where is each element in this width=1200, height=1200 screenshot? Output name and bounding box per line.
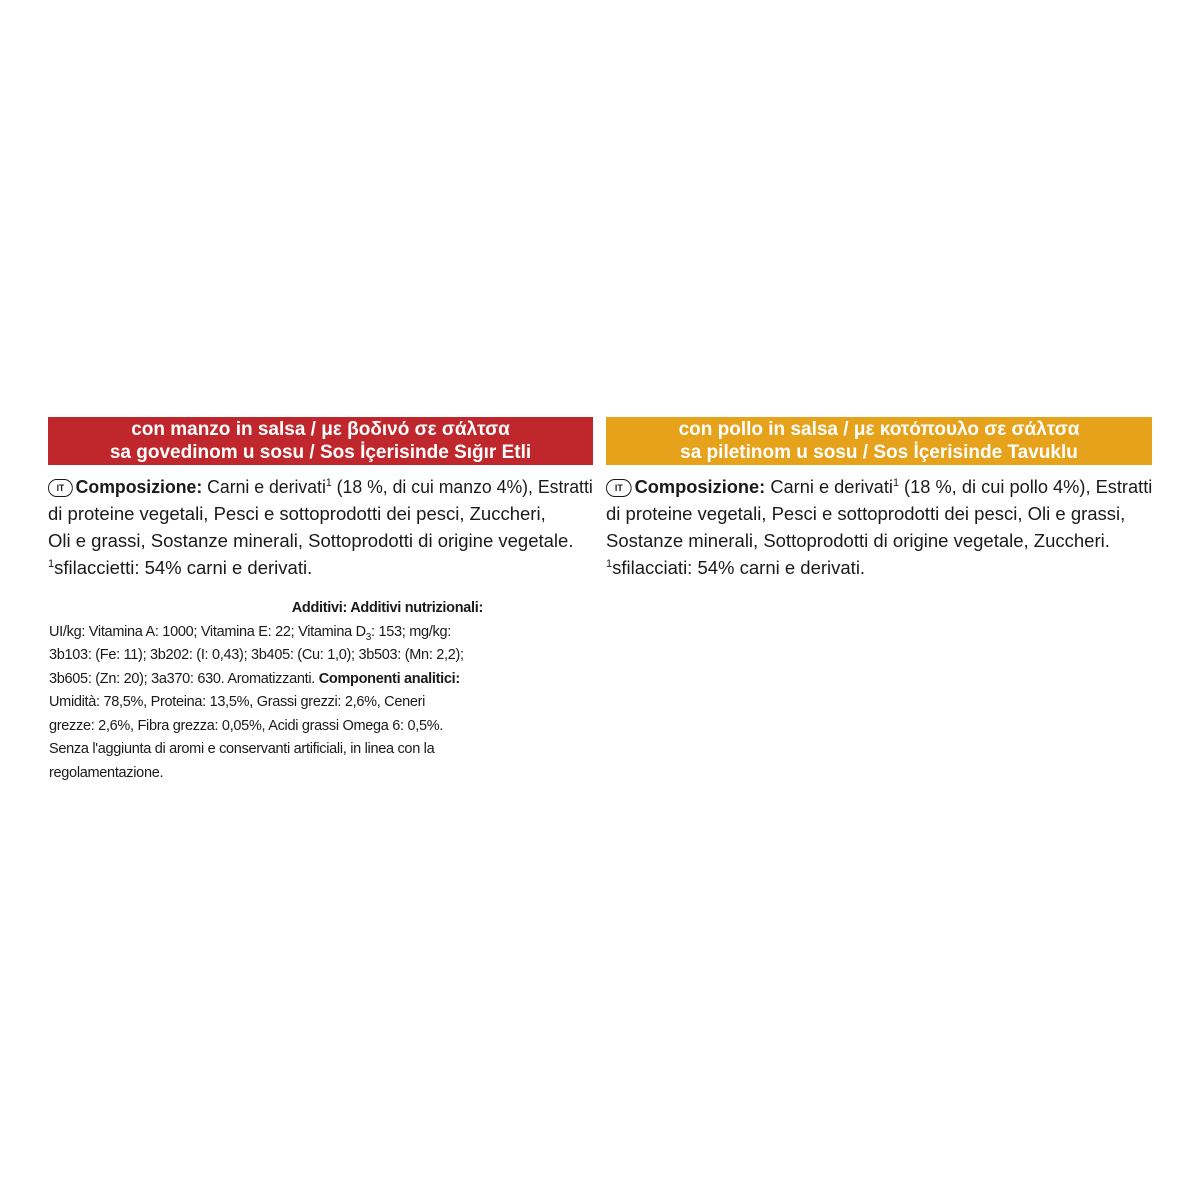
additives-block — [49, 597, 489, 785]
chicken-comp-l3: Sostanze minerali, Sottoprodotti di origine vegetale, Zuccheri. — [606, 530, 1110, 551]
additives-l1a: UI/kg: Vitamina A: 1000; Vitamina E: 22; Vitamina D — [49, 623, 366, 640]
vitamin-d-subscript: 3 — [365, 631, 372, 643]
analytic-components-label: Componenti analitici: — [318, 670, 460, 687]
beef-comp-l1b: (18 %, di cui manzo 4%), Estratti — [331, 476, 593, 497]
beef-header — [48, 417, 593, 465]
additives-l4: Umidità: 78,5%, Proteina: 13,5%, Grassi grezzi: 2,6%, Ceneri — [49, 694, 426, 710]
language-badge-it: IT — [606, 479, 632, 497]
beef-comp-l2: di proteine vegetali, Pesci e sottoprodotti dei pesci, Zuccheri, — [48, 503, 546, 524]
chicken-comp-l2: di proteine vegetali, Pesci e sottoprodotti dei pesci, Oli e grassi, — [606, 503, 1126, 524]
beef-footnote-mark: 1 — [48, 557, 55, 570]
chicken-comp-l1a: Carni e derivati — [765, 476, 893, 497]
beef-comp-label: Composizione: — [75, 476, 203, 497]
chicken-footnote: sfilacciati: 54% carni e derivati. — [612, 557, 866, 578]
chicken-header-line1: con pollo in salsa / με κοτόπουλο σε σάλτσα — [678, 419, 1080, 440]
beef-header-line1: con manzo in salsa / με βοδινό σε σάλτσα — [131, 419, 510, 440]
additives-l2: 3b103: (Fe: 11); 3b202: (I: 0,43); 3b405: (Cu: 1,0); 3b503: (Mn: 2,2); — [49, 647, 464, 663]
chicken-panel — [606, 417, 1152, 581]
chicken-footnote-ref: 1 — [892, 476, 899, 489]
language-badge-it: IT — [48, 479, 73, 497]
beef-composition — [48, 473, 593, 581]
beef-comp-l3: Oli e grassi, Sostanze minerali, Sottoprodotti di origine vegetale. — [48, 530, 574, 551]
beef-header-line2: sa govedinom u sosu / Sos İçerisinde Sığır Etli — [109, 442, 532, 463]
beef-footnote-ref: 1 — [325, 476, 332, 489]
additives-l1b: : 153; mg/kg: — [371, 623, 451, 640]
chicken-header — [606, 417, 1152, 465]
beef-footnote: sfilaccietti: 54% carni e derivati. — [54, 557, 313, 578]
chicken-footnote-mark: 1 — [606, 557, 613, 570]
additives-l6: Senza l'aggiunta di aromi e conservanti artificiali, in linea con la — [49, 741, 435, 757]
chicken-comp-label: Composizione: — [634, 476, 766, 497]
beef-comp-l1a: Carni e derivati — [202, 476, 326, 497]
chicken-composition — [606, 473, 1152, 581]
additives-l5: grezze: 2,6%, Fibra grezza: 0,05%, Acidi grassi Omega 6: 0,5%. — [49, 717, 444, 734]
beef-panel — [48, 417, 593, 581]
additives-l7: regolamentazione. — [49, 764, 164, 781]
additives-l3a: 3b605: (Zn: 20); 3a370: 630. Aromatizzanti. — [49, 670, 319, 687]
additives-title: Additivi: Additivi nutrizionali: — [291, 600, 483, 616]
chicken-comp-l1b: (18 %, di cui pollo 4%), Estratti — [898, 476, 1153, 497]
chicken-header-line2: sa piletinom u sosu / Sos İçerisinde Tavuklu — [680, 442, 1078, 463]
